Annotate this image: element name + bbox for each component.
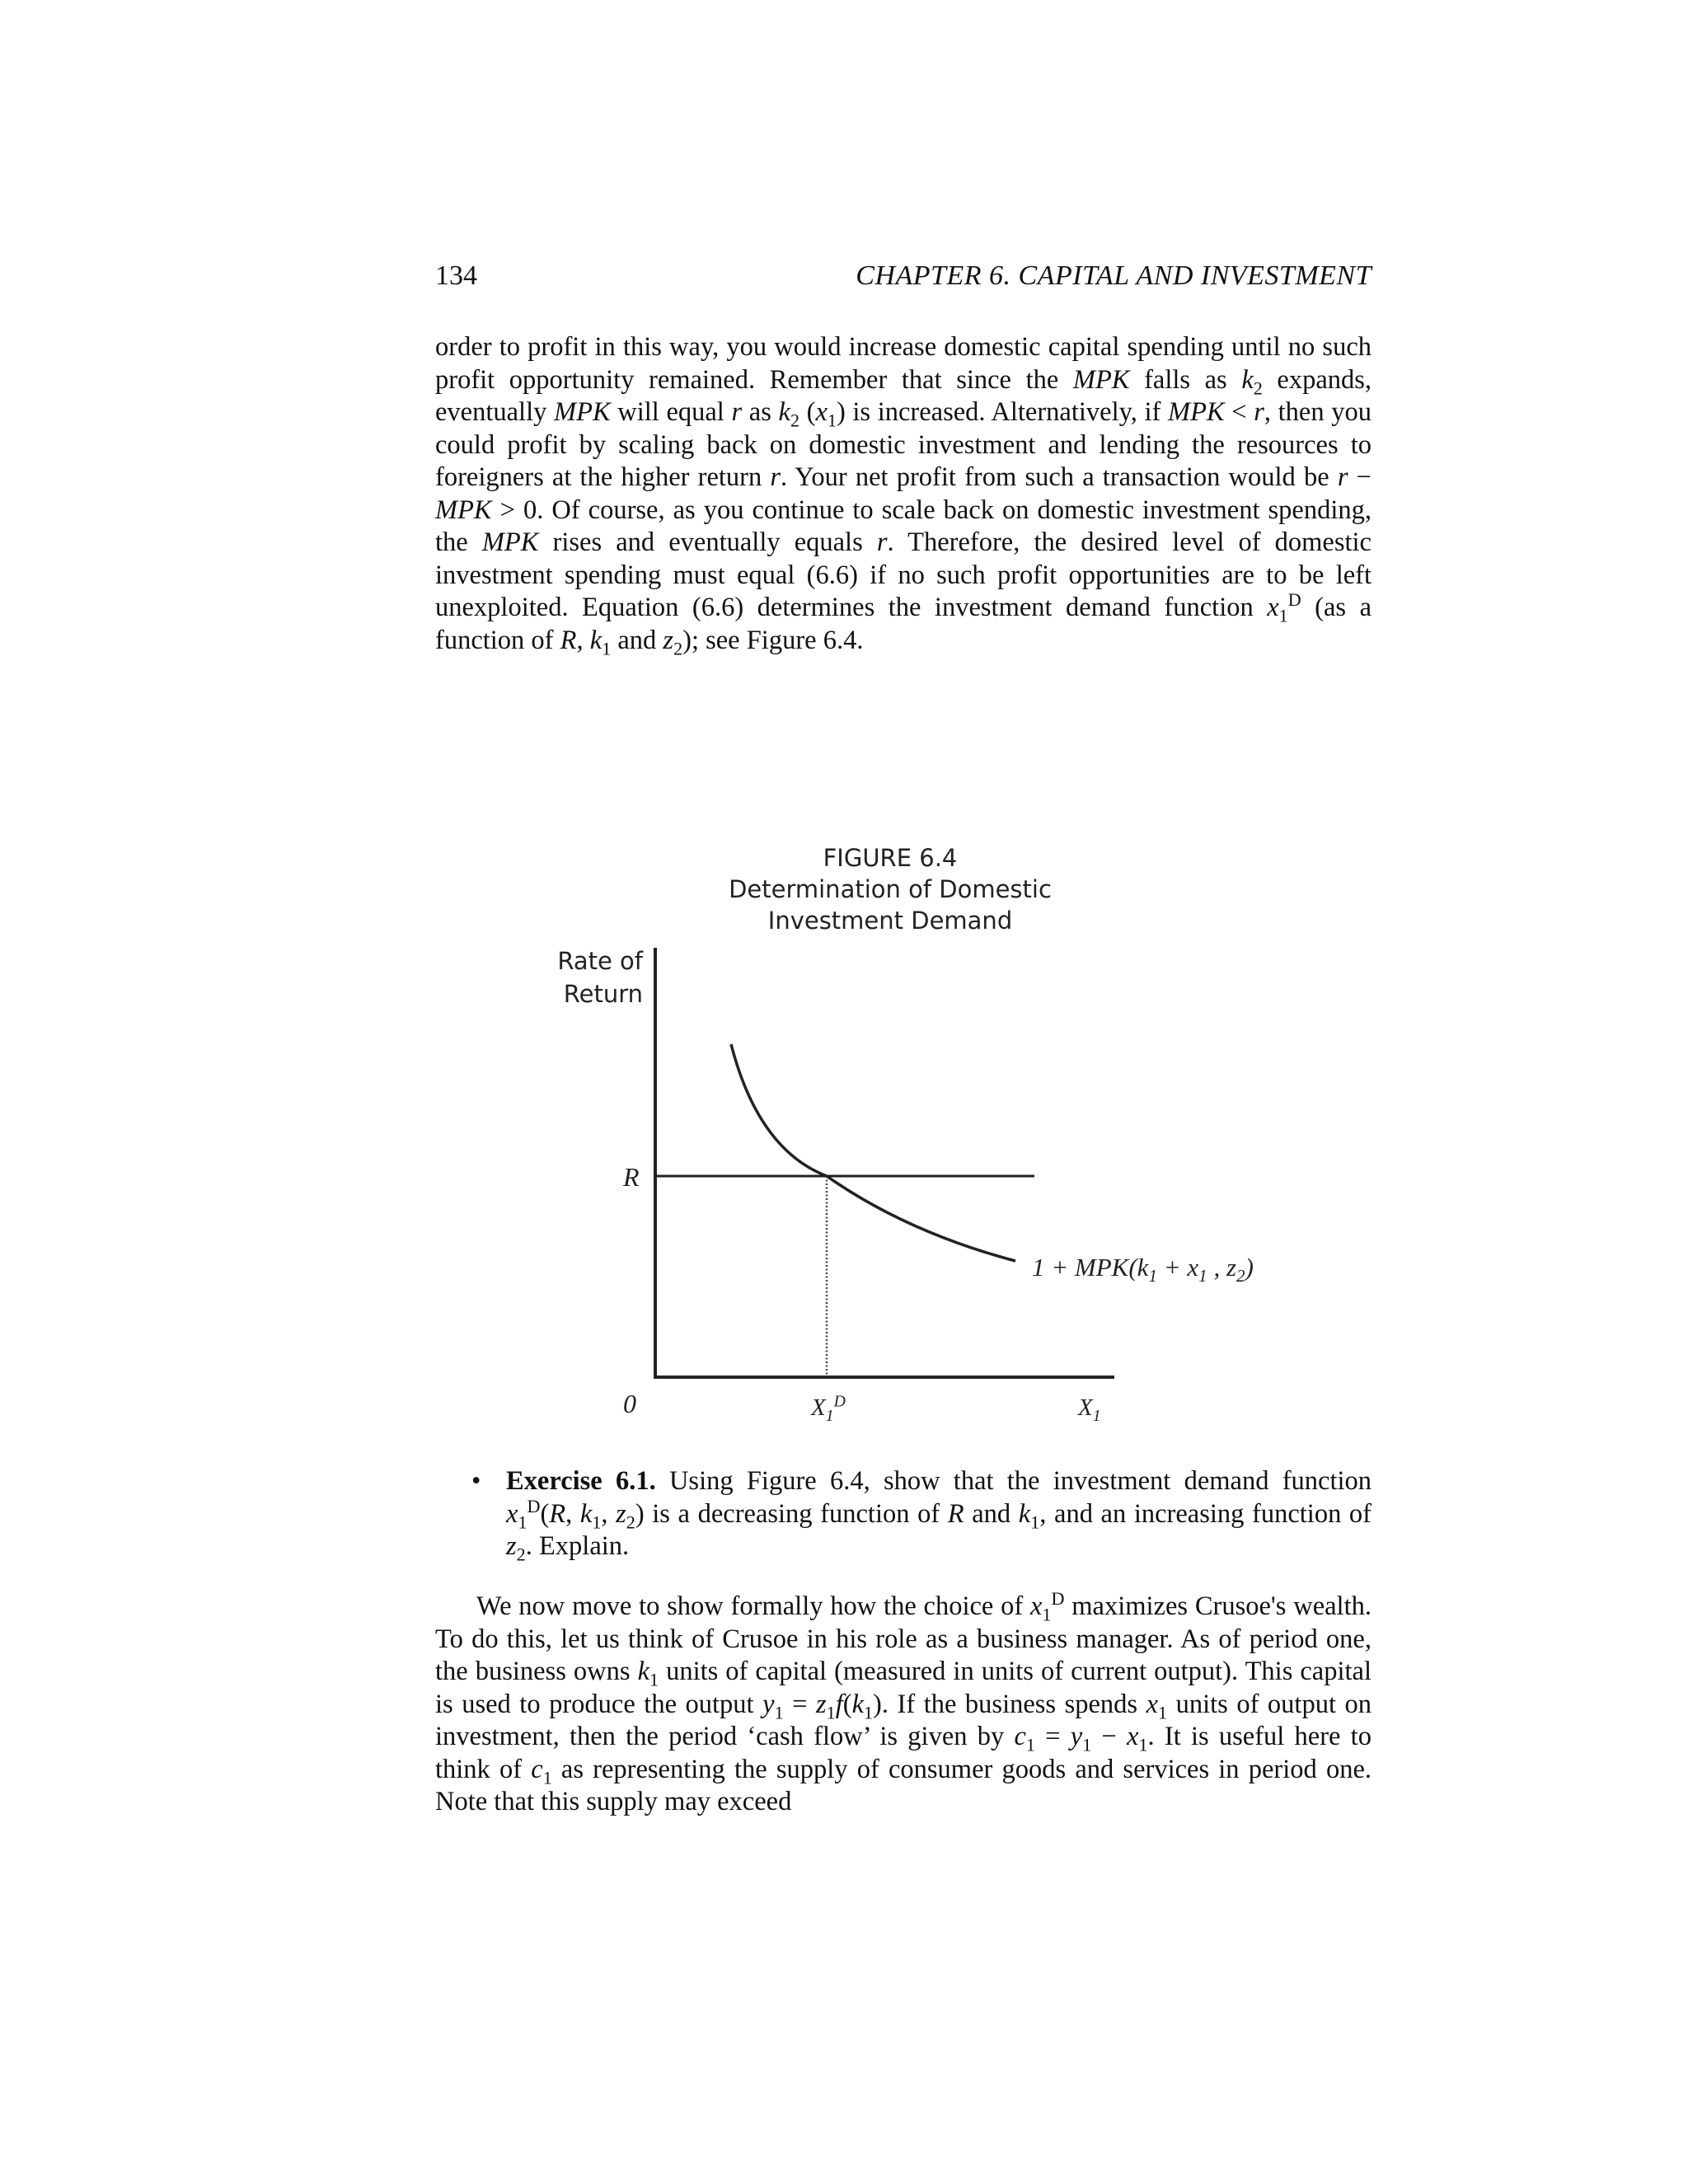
chapter-title: CHAPTER 6. CAPITAL AND INVESTMENT <box>856 260 1372 291</box>
figure-title-line-1: Determination of Domestic <box>729 875 1052 903</box>
bullet: • <box>471 1466 481 1496</box>
body-paragraph-1: order to profit in this way, you would increase domestic capital spending until no such profit opportunity remained. Remember that since the MPK falls as $k_2$ expands, eventually MPK will equal r as $k_2$ $(x_1)$ is increased. Alternatively, if MPK < r, then you could profit by scaling back on domestic investment and lending the resources to foreigners at the higher return r. Your net profit from such a transaction would be r − MPK > 0. Of course, as you continue to scale back on domestic investment spending, the MPK rises and eventually equals r. Therefore, the desired level of domestic investment spending must equal (6.6) if no such profit opportunities are to be left unexploited. Equation (6.6) determines the investment demand function $x_1^D$ (as a function of R, $k_1$ and $z_2$); see Figure 6.4. <box>435 332 1372 658</box>
mpk-curve-label: $1 + MPK(k_1 + x_1$ , $z_2$) <box>1032 1253 1254 1286</box>
r-tick-label: R <box>623 1162 640 1192</box>
mpk-curve <box>731 1044 1015 1261</box>
exercise-text: Exercise 6.1. Using Figure 6.4, show that the investment demand function $x_1^D(R$, $k_1$, $z_2$) is a decreasing function of R and $k_1$, and an increasing function of $z_2$. Explain. <box>506 1466 1372 1565</box>
x1-axis-label: $X_1$ <box>1078 1394 1101 1425</box>
figure-number: FIGURE 6.4 <box>823 844 958 872</box>
page-number: 134 <box>435 260 477 291</box>
exercise-heading: Exercise 6.1. <box>506 1466 656 1496</box>
figure-title-line-2: Investment Demand <box>767 907 1013 935</box>
xd-tick-label: $X_1^D$ <box>811 1392 846 1425</box>
body-paragraph-2: We now move to show formally how the choice of $x_1^D$ maximizes Crusoe's wealth. To do this, let us think of Crusoe in his role as a business manager. As of period one, the business owns $k_1$ units of capital (measured in units of current output). This capital is used to produce the output $y_1 = z_1f(k_1)$. If the business spends $x_1$ units of output on investment, then the period ‘cash flow’ is given by $c_1 = y_1 - x_1$. It is useful here to think of $c_1$ as representing the supply of consumer goods and services in period one. Note that this supply may exceed <box>435 1588 1372 1816</box>
y-axis-label: Rate of Return <box>557 947 643 1008</box>
origin-label: 0 <box>623 1389 636 1418</box>
